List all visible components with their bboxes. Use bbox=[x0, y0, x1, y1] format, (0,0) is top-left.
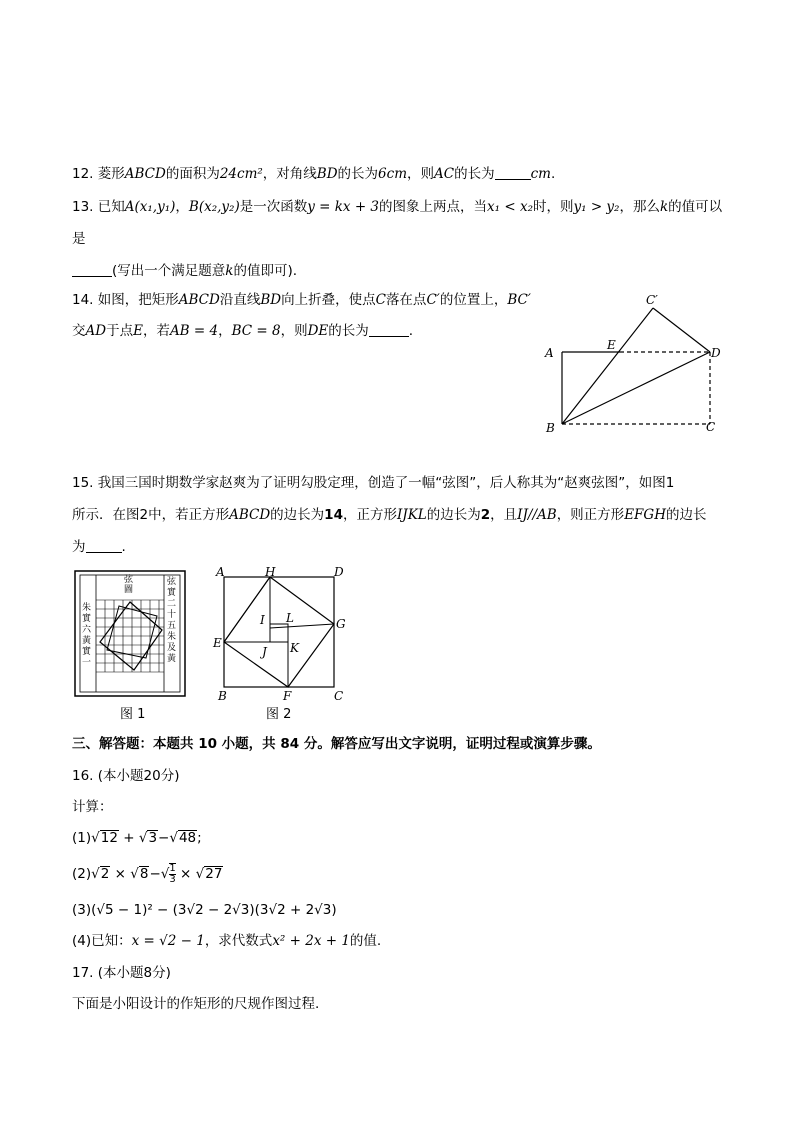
label-l: L bbox=[286, 611, 294, 625]
label-i: I bbox=[260, 613, 265, 627]
question-13-line-1: 13. 已知A(x₁,y₁)，B(x₂,y₂)是一次函数y = kx + 3的图象上两点，当x₁ < x₂时，则y₁ > y₂，那么k的值可以 bbox=[72, 199, 723, 215]
square-figure-2 bbox=[210, 566, 350, 704]
segment-bd bbox=[562, 352, 710, 424]
xian-tu-figure bbox=[74, 570, 186, 698]
label-a: A bbox=[216, 566, 225, 579]
question-16-part-3: (3)(√5 − 1)² − (3√2 − 2√3)(3√2 + 2√3) bbox=[72, 902, 337, 918]
question-15-line-1: 15. 我国三国时期数学家赵爽为了证明勾股定理，创造了一幅“弦图”，后人称其为“赵爽弦图”，如图1 bbox=[72, 475, 675, 491]
question-15-line-3: 为 . bbox=[72, 539, 126, 555]
segment-bc-prime bbox=[562, 308, 653, 424]
answer-blank[interactable] bbox=[495, 165, 531, 180]
label-e: E bbox=[213, 636, 222, 650]
question-17-intro: 下面是小阳设计的作矩形的尺规作图过程. bbox=[72, 996, 320, 1012]
fig1-right-label: 弦實二十五朱及黃 bbox=[167, 577, 177, 664]
label-h: H bbox=[265, 566, 276, 579]
answer-blank[interactable] bbox=[86, 538, 122, 553]
figure-2-caption: 图 2 bbox=[266, 707, 292, 722]
label-c-prime: C′ bbox=[646, 293, 658, 307]
question-16-title: 16. (本小题20分) bbox=[72, 768, 180, 784]
question-16-part-2: (2)√2 × √8−√ $\frac{1}{3}$ × √27 bbox=[72, 863, 223, 885]
square-efgh bbox=[224, 577, 334, 687]
label-k: K bbox=[290, 641, 299, 655]
segment-eh bbox=[224, 577, 270, 642]
fraction-one-third: $\frac{1}{3}$ bbox=[169, 863, 176, 885]
label-g: G bbox=[336, 617, 346, 631]
question-16-part-4: (4)已知：x = √2 − 1，求代数式x² + 2x + 1的值. bbox=[72, 933, 382, 949]
figure-1-caption: 图 1 bbox=[120, 707, 146, 722]
answer-blank[interactable] bbox=[72, 262, 112, 277]
label-a: A bbox=[545, 346, 554, 360]
question-17-title: 17. (本小题8分) bbox=[72, 965, 171, 981]
label-j: J bbox=[262, 645, 267, 659]
fold-rectangle-figure bbox=[540, 288, 730, 436]
question-14-line-1: 14. 如图，把矩形ABCD沿直线BD向上折叠，使点C落在点C′的位置上，BC′ bbox=[72, 292, 531, 308]
label-b: B bbox=[218, 689, 227, 703]
question-16-part-1: (1)√12 + √3−√48; bbox=[72, 830, 202, 846]
label-d: D bbox=[334, 566, 344, 579]
label-d: D bbox=[711, 346, 721, 360]
question-14-line-2: 交AD于点E，若AB = 4，BC = 8，则DE的长为 . bbox=[72, 323, 414, 339]
question-16-intro: 计算： bbox=[72, 799, 113, 815]
label-f: F bbox=[283, 689, 292, 703]
question-12: 12. 菱形ABCD的面积为24cm²，对角线BD的长为6cm，则AC的长为 cm. bbox=[72, 166, 556, 182]
label-b: B bbox=[546, 421, 555, 435]
fig1-left-label: 朱實六黃實一 bbox=[82, 603, 92, 668]
label-c: C bbox=[706, 420, 716, 434]
square-abcd bbox=[224, 577, 334, 687]
question-13-line-3: (写出一个满足题意k的值即可). bbox=[72, 262, 297, 280]
question-13-line-2: 是 bbox=[72, 231, 86, 247]
label-c: C bbox=[334, 689, 344, 703]
question-15-line-2: 所示．在图2中，若正方形ABCD的边长为14，正方形IJKL的边长为2，且IJ//AB，则正方形EFGH的边长 bbox=[72, 507, 707, 523]
fig1-top-label: 弦圖 bbox=[124, 575, 134, 595]
answer-blank[interactable] bbox=[369, 322, 409, 337]
section-3-heading: 三、解答题：本题共 10 小题，共 84 分。解答应写出文字说明，证明过程或演算步骤。 bbox=[72, 736, 601, 752]
segment-ig bbox=[270, 624, 334, 628]
label-e: E bbox=[607, 338, 616, 352]
segment-c-prime-d bbox=[653, 308, 710, 352]
